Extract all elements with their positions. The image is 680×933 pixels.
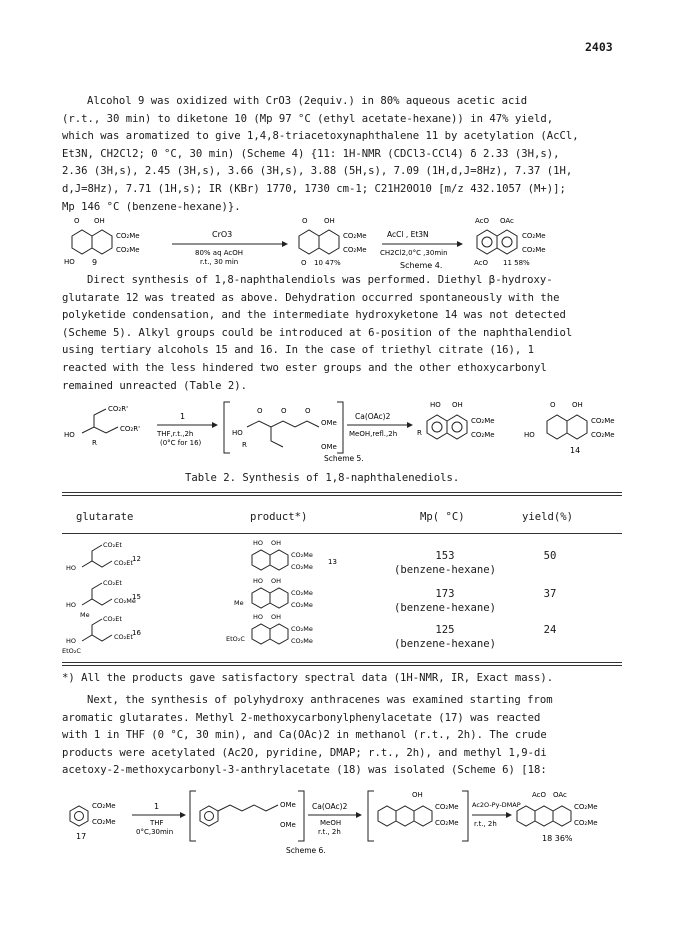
anthracenediol-structure — [378, 806, 432, 826]
svg-text:CO₂Me: CO₂Me — [291, 601, 313, 609]
svg-text:R: R — [242, 441, 247, 449]
column-header: glutarate — [76, 511, 134, 523]
svg-text:CO₂Et: CO₂Et — [114, 559, 133, 567]
scheme6-reagent: THF — [150, 819, 164, 827]
text-line: Et3N, CH2Cl2; 0 °C, 30 min) (Scheme 4) {11: 1H-NMR (CDCl3-CCl4) δ 2.33 (3H,s), — [62, 147, 560, 160]
svg-text:O: O — [74, 217, 80, 225]
polyketide-structure — [247, 421, 319, 447]
scheme5-reagent: (0°C for 16) — [160, 439, 202, 447]
column-header: yield(%) — [522, 511, 574, 523]
scheme6-reagent: r.t., 2h — [474, 820, 497, 828]
svg-text:CO₂Me: CO₂Me — [522, 246, 546, 254]
scheme5-reagent: THF,r.t.,2h — [157, 430, 194, 438]
mp-solvent: (benzene-hexane) — [393, 564, 497, 576]
svg-text:O: O — [301, 259, 307, 267]
svg-text:CO₂Et: CO₂Et — [103, 579, 122, 587]
start-label: 12 — [132, 555, 141, 563]
svg-text:CO₂Me: CO₂Me — [591, 431, 615, 439]
scheme5-reagent: Ca(OAc)2 — [355, 412, 391, 421]
svg-text:HO: HO — [64, 431, 75, 439]
svg-text:AcO: AcO — [475, 217, 490, 225]
svg-text:OH: OH — [412, 791, 423, 799]
svg-text:OH: OH — [94, 217, 105, 225]
compound-11-structure — [477, 230, 517, 254]
svg-text:EtO₂C: EtO₂C — [226, 635, 245, 643]
text-line: d,J=8Hz), 7.71 (1H,s); IR (KBr) 1770, 1730 cm-1; C21H20O10 [m/z 432.1057 (M+)]; — [62, 182, 566, 195]
scheme4-reagent: 80% aq AcOH — [195, 249, 244, 257]
scheme6-reagent: 0°C,30min — [136, 828, 174, 836]
svg-text:CO₂Me: CO₂Me — [116, 246, 140, 254]
scheme-5-label: Scheme 5. — [324, 454, 364, 463]
scheme5-reagent: 1 — [180, 412, 186, 421]
svg-text:AcO: AcO — [532, 791, 547, 799]
table-top-rule — [62, 492, 622, 493]
svg-text:HO: HO — [253, 539, 264, 547]
svg-text:R: R — [92, 439, 97, 447]
text-line: 2.36 (3H,s), 2.45 (3H,s), 3.66 (3H,s), 3.88 (5H,s), 7.09 (1H,d,J=8Hz), 7.37 (1H, — [62, 165, 573, 178]
paragraph-2 — [62, 272, 622, 395]
svg-text:O: O — [257, 407, 263, 415]
text-line: polyketide condensation, and the intermediate hydroxyketone 14 was not detected — [62, 309, 566, 322]
compound-10-label: 10 47% — [314, 259, 341, 267]
text-line: with 1 in THF (0 °C, 30 min), and Ca(OAc)2 in methanol (r.t., 2h). The crude — [62, 729, 547, 742]
yield-value: 37 — [543, 588, 557, 600]
svg-text:OH: OH — [271, 613, 282, 621]
svg-text:CO₂Me: CO₂Me — [343, 232, 367, 240]
svg-text:HO: HO — [66, 564, 77, 572]
text-line: glutarate 12 was treated as above. Dehydration occurred spontaneously with the — [62, 291, 560, 304]
svg-text:CO₂Me: CO₂Me — [522, 232, 546, 240]
svg-text:CO₂Me: CO₂Me — [291, 637, 313, 645]
compound-9-label: 9 — [92, 258, 98, 267]
text-line: Direct synthesis of 1,8-naphthalendiols was performed. Diethyl β-hydroxy- — [87, 274, 553, 286]
svg-text:HO: HO — [253, 577, 264, 585]
svg-text:O: O — [281, 407, 287, 415]
svg-text:CO₂Me: CO₂Me — [435, 819, 459, 827]
mp-value: 125 — [435, 624, 455, 636]
svg-text:OH: OH — [271, 577, 282, 585]
text-line: (Scheme 5). Alkyl groups could be introduced at 6-position of the naphthalendiol — [62, 326, 573, 339]
compound-14-structure — [547, 415, 587, 439]
table-bottom-rule — [62, 665, 622, 666]
compound-18-label: 18 36% — [542, 834, 573, 843]
svg-text:CO₂R': CO₂R' — [108, 405, 128, 413]
svg-text:CO₂Me: CO₂Me — [291, 625, 313, 633]
compound-9-structure — [72, 230, 112, 254]
svg-text:EtO₂C: EtO₂C — [62, 647, 81, 655]
svg-text:CO₂Me: CO₂Me — [343, 246, 367, 254]
text-line: Mp 146 °C (benzene-hexane)}. — [62, 200, 241, 213]
text-line: reacted with the less hindered two ester groups and the other ethoxycarbonyl — [62, 361, 547, 374]
svg-text:CO₂Me: CO₂Me — [291, 563, 313, 571]
page-number: 2403 — [585, 40, 613, 54]
text-line: aromatic glutarates. Methyl 2-methoxycarbonylphenylacetate (17) was reacted — [62, 711, 541, 724]
svg-text:CO₂Me: CO₂Me — [291, 589, 313, 597]
scheme-5-figure — [62, 397, 632, 465]
table-top-rule — [62, 495, 622, 496]
svg-text:CO₂Me: CO₂Me — [435, 803, 459, 811]
text-line: using tertiary alcohols 15 and 16. In the case of triethyl citrate (16), 1 — [62, 344, 534, 357]
svg-text:Me: Me — [234, 599, 244, 607]
svg-text:HO: HO — [253, 613, 264, 621]
yield-value: 50 — [543, 550, 557, 562]
scheme-6-label: Scheme 6. — [286, 846, 326, 855]
scheme4-reagent: AcCl , Et3N — [387, 230, 429, 239]
start-label: 16 — [132, 629, 141, 637]
svg-text:HO: HO — [524, 431, 535, 439]
svg-text:R: R — [417, 429, 422, 437]
svg-text:CO₂Me: CO₂Me — [471, 417, 495, 425]
svg-text:CO₂Et: CO₂Et — [103, 541, 122, 549]
scheme6-reagent: MeOH — [320, 819, 342, 827]
compound-18-structure — [517, 806, 571, 826]
scheme6-reagent: 1 — [154, 802, 160, 811]
compound-17-label: 17 — [76, 832, 87, 841]
svg-text:CO₂Me: CO₂Me — [291, 551, 313, 559]
svg-text:CO₂Me: CO₂Me — [471, 431, 495, 439]
svg-text:HO: HO — [232, 429, 243, 437]
text-line: (r.t., 30 min) to diketone 10 (Mp 97 °C (ethyl acetate-hexane)) in 47% yield, — [62, 112, 554, 125]
svg-text:OH: OH — [572, 401, 583, 409]
svg-text:O: O — [550, 401, 556, 409]
svg-text:HO: HO — [430, 401, 441, 409]
svg-text:HO: HO — [66, 637, 77, 645]
product-label: 13 — [328, 558, 337, 566]
table-bottom-rule — [62, 662, 622, 663]
naphthalenediol-structure — [427, 415, 467, 439]
svg-text:CO₂Et: CO₂Et — [114, 633, 133, 641]
compound-14-label: 14 — [570, 446, 581, 455]
scheme6-reagent: Ca(OAc)2 — [312, 802, 348, 811]
text-line: Alcohol 9 was oxidized with CrO3 (2equiv.) in 80% aqueous acetic acid — [87, 95, 528, 107]
svg-text:CO₂Me: CO₂Me — [92, 818, 116, 826]
text-line: products were acetylated (Ac2O, pyridine, DMAP; r.t., 2h), and methyl 1,9-di — [62, 746, 547, 759]
compound-17-structure — [70, 806, 88, 826]
compound-10-structure — [299, 230, 339, 254]
svg-text:HO: HO — [66, 601, 77, 609]
text-line: which was aromatized to give 1,4,8-triacetoxynaphthalene 11 by acetylation (AcCl, — [62, 130, 579, 143]
svg-text:AcO: AcO — [474, 259, 489, 267]
svg-text:O: O — [305, 407, 311, 415]
scheme4-reagent: CrO3 — [212, 230, 233, 239]
text-line: Next, the synthesis of polyhydroxy anthracenes was examined starting from — [87, 694, 553, 706]
table-caption: Table 2. Synthesis of 1,8-naphthalenediols. — [185, 472, 460, 484]
svg-text:OAc: OAc — [500, 217, 514, 225]
svg-text:OH: OH — [324, 217, 335, 225]
scheme4-reagent: r.t., 30 min — [200, 258, 239, 266]
scheme5-reagent: MeOH,refl.,2h — [349, 430, 398, 438]
scheme-4-figure — [62, 214, 622, 274]
table-footnote: *) All the products gave satisfactory spectral data (1H-NMR, IR, Exact mass). — [62, 672, 554, 684]
svg-text:OH: OH — [452, 401, 463, 409]
scheme4-reagent: CH2Cl2,0°C ,30min — [380, 249, 448, 257]
paragraph-1 — [62, 93, 622, 216]
paragraph-3 — [62, 692, 622, 780]
svg-text:CO₂Me: CO₂Me — [591, 417, 615, 425]
table-structures — [62, 537, 362, 657]
compound-11-label: 11 58% — [503, 259, 530, 267]
svg-text:O: O — [302, 217, 308, 225]
mp-solvent: (benzene-hexane) — [393, 638, 497, 650]
svg-text:CO₂Me: CO₂Me — [114, 597, 136, 605]
mp-value: 173 — [435, 588, 455, 600]
svg-text:CO₂Et: CO₂Et — [103, 615, 122, 623]
column-header: Mp( °C) — [420, 511, 465, 523]
text-line: acetoxy-2-methoxycarbonyl-3-anthrylacetate (18) was isolated (Scheme 6) [18: — [62, 764, 547, 777]
scheme-6-figure — [62, 783, 632, 855]
scheme6-reagent: r.t., 2h — [318, 828, 341, 836]
scheme6-reagent: Ac2O-Py-DMAP — [472, 801, 521, 809]
svg-text:OAc: OAc — [553, 791, 567, 799]
start-label: 15 — [132, 593, 141, 601]
svg-text:HO: HO — [64, 258, 75, 266]
svg-text:OMe: OMe — [321, 443, 337, 451]
anthracene-polyketide-structure — [200, 805, 278, 826]
svg-text:CO₂Me: CO₂Me — [574, 819, 598, 827]
svg-text:OMe: OMe — [321, 419, 337, 427]
svg-text:CO₂Me: CO₂Me — [574, 803, 598, 811]
svg-text:CO₂R': CO₂R' — [120, 425, 140, 433]
yield-value: 24 — [543, 624, 557, 636]
mp-solvent: (benzene-hexane) — [393, 602, 497, 614]
text-line: remained unreacted (Table 2). — [62, 379, 247, 392]
svg-text:Me: Me — [80, 611, 90, 619]
svg-text:CO₂Me: CO₂Me — [116, 232, 140, 240]
mp-value: 153 — [435, 550, 455, 562]
svg-text:CO₂Me: CO₂Me — [92, 802, 116, 810]
table-header-rule — [62, 533, 622, 534]
svg-text:OMe: OMe — [280, 801, 296, 809]
column-header: product*) — [250, 511, 308, 523]
svg-text:OH: OH — [271, 539, 282, 547]
scheme-4-label: Scheme 4. — [400, 261, 443, 270]
svg-text:OMe: OMe — [280, 821, 296, 829]
